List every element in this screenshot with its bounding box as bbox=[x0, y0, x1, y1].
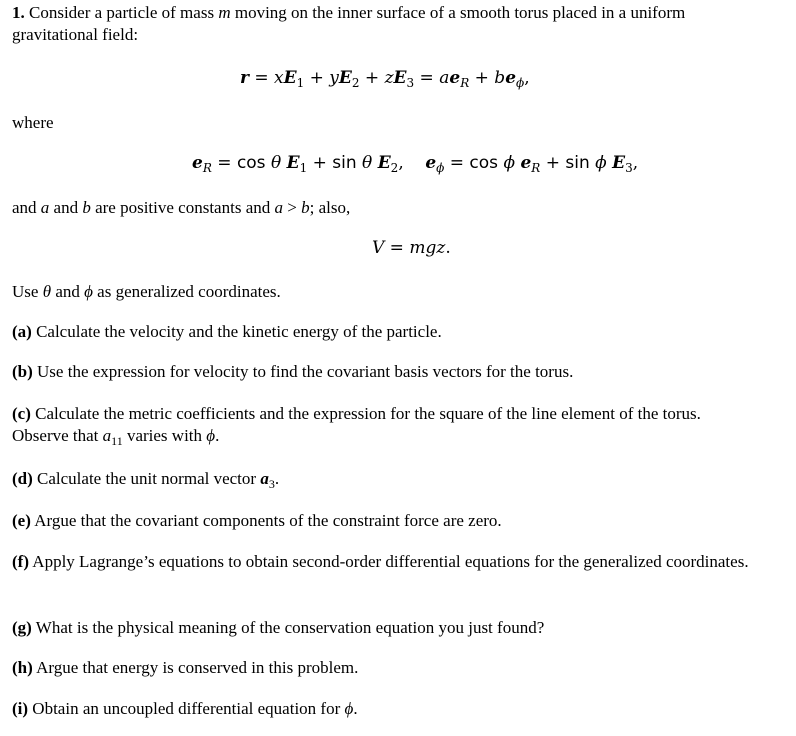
part-text: Apply Lagrange’s equations to obtain second-order differential equations for the generalized coordinates. bbox=[32, 552, 749, 571]
coordinates-text: Use θ and ϕ as generalized coordinates. bbox=[12, 282, 281, 301]
part-f bbox=[12, 551, 782, 573]
equation-potential: V = mgz. bbox=[372, 238, 451, 258]
part-e bbox=[12, 510, 782, 532]
part-b bbox=[12, 361, 782, 383]
part-label: (h) bbox=[12, 658, 33, 677]
part-label: (b) bbox=[12, 362, 33, 381]
constants-text: and a and b are positive constants and a > b; also, bbox=[12, 198, 351, 217]
part-d: (d) Calculate the unit normal vector $a_3$. bbox=[12, 469, 280, 491]
part-i: (i) Obtain an uncoupled differential equation for ϕ. bbox=[12, 699, 358, 718]
part-text: Calculate the velocity and the kinetic energy of the particle. bbox=[36, 322, 442, 341]
part-label: (d) bbox=[12, 469, 33, 488]
part-text: Argue that the covariant components of the constraint force are zero. bbox=[34, 511, 502, 530]
where-text: where bbox=[12, 113, 54, 132]
part-label: (i) bbox=[12, 699, 29, 718]
part-g bbox=[12, 617, 782, 639]
part-text: What is the physical meaning of the conservation equation you just found? bbox=[35, 618, 545, 637]
part-c: (c) Calculate the metric coefficients and the expression for the square of the line element of the torus. Observe that $a_{11}$ varies with ϕ. bbox=[12, 404, 701, 448]
part-label: (e) bbox=[12, 511, 31, 530]
problem-number: 1. bbox=[12, 3, 25, 22]
part-a bbox=[12, 321, 782, 343]
part-label: (f) bbox=[12, 552, 29, 571]
equation-position: $r = xE_1 + yE_2 + zE_3 = ae_R + be_\phi$, bbox=[240, 68, 530, 90]
part-h bbox=[12, 657, 782, 679]
part-label: (g) bbox=[12, 618, 32, 637]
part-text: Use the expression for velocity to find the covariant basis vectors for the torus. bbox=[37, 362, 574, 381]
problem-intro: 1. Consider a particle of mass m moving on the inner surface of a smooth torus placed in a uniform gravitational field: bbox=[12, 3, 686, 44]
part-label: (a) bbox=[12, 322, 32, 341]
part-text: Argue that energy is conserved in this problem. bbox=[36, 658, 359, 677]
equation-basis: $e_R = \cos \theta$ $E_1 + \sin \theta$ $E_2$, $e_\phi = \cos \phi$ $e_R + \sin \phi$ $E_3$, bbox=[192, 153, 639, 175]
part-label: (c) bbox=[12, 404, 31, 423]
